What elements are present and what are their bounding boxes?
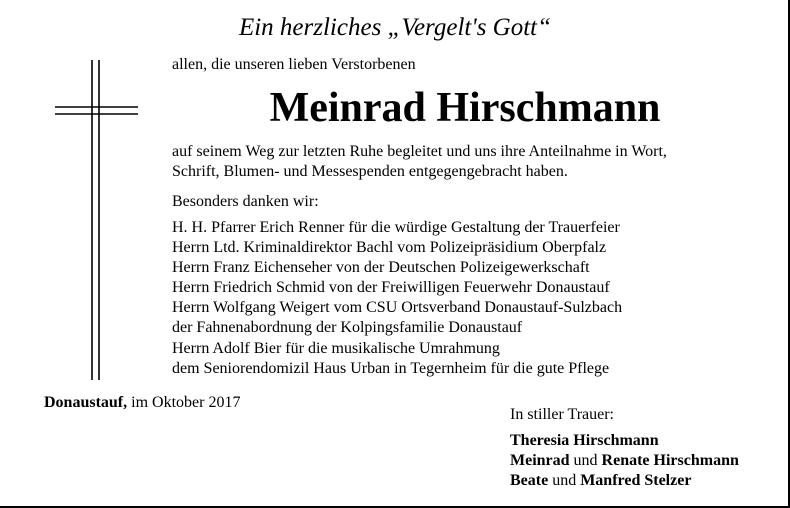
family-signatures [510, 431, 739, 491]
date: im Oktober 2017 [131, 394, 241, 411]
thanks-item: Herrn Wolfgang Weigert vom CSU Ortsverband Donaustauf-Sulzbach [172, 299, 623, 317]
family-conjunction: und [552, 472, 577, 489]
place: Donaustauf, [44, 394, 128, 411]
family-line [510, 431, 739, 451]
heading: Ein herzliches „Vergelt's Gott“ [238, 14, 552, 41]
thanks-item: Herrn Friedrich Schmid von der Freiwilligen Feuerwehr Donaustauf [172, 279, 610, 297]
paragraph-line: auf seinem Weg zur letzten Ruhe begleitet und uns ihre Anteilnahme in Wort, [172, 143, 667, 160]
thanks-item: dem Seniorendomizil Haus Urban in Tegernheim für die gute Pflege [172, 359, 610, 377]
family-name: Theresia Hirschmann [510, 432, 659, 449]
deceased-name: Meinrad Hirschmann [269, 85, 661, 131]
family-line [510, 471, 739, 491]
thanks-item: der Fahnenabordnung der Kolpingsfamilie Donaustauf [172, 319, 523, 337]
family-line [510, 451, 739, 471]
family-name: Beate [510, 472, 549, 489]
family-name: Meinrad [510, 452, 570, 469]
family-conjunction: und [573, 452, 598, 469]
paragraph-line: Schrift, Blumen- und Messespenden entgegengebracht haben. [172, 163, 568, 180]
thanks-heading: Besonders danken wir: [172, 193, 319, 210]
thanks-item: Herrn Franz Eichenseher von der Deutschen Polizeigewerkschaft [172, 259, 590, 277]
family-name: Renate Hirschmann [601, 452, 739, 469]
thanks-item: Herrn Adolf Bier für die musikalische Umrahmung [172, 339, 500, 357]
thanks-item: Herrn Ltd. Kriminaldirektor Bachl vom Polizeipräsidium Oberpfalz [172, 239, 607, 257]
mourning-label: In stiller Trauer: [510, 406, 614, 423]
thanks-list [172, 218, 622, 379]
acknowledgement-paragraph [172, 142, 667, 182]
place-date [44, 394, 240, 412]
intro-text: allen, die unseren lieben Verstorbenen [172, 56, 416, 73]
family-name: Manfred Stelzer [580, 472, 692, 489]
thanks-item: H. H. Pfarrer Erich Renner für die würdige Gestaltung der Trauerfeier [172, 219, 620, 236]
